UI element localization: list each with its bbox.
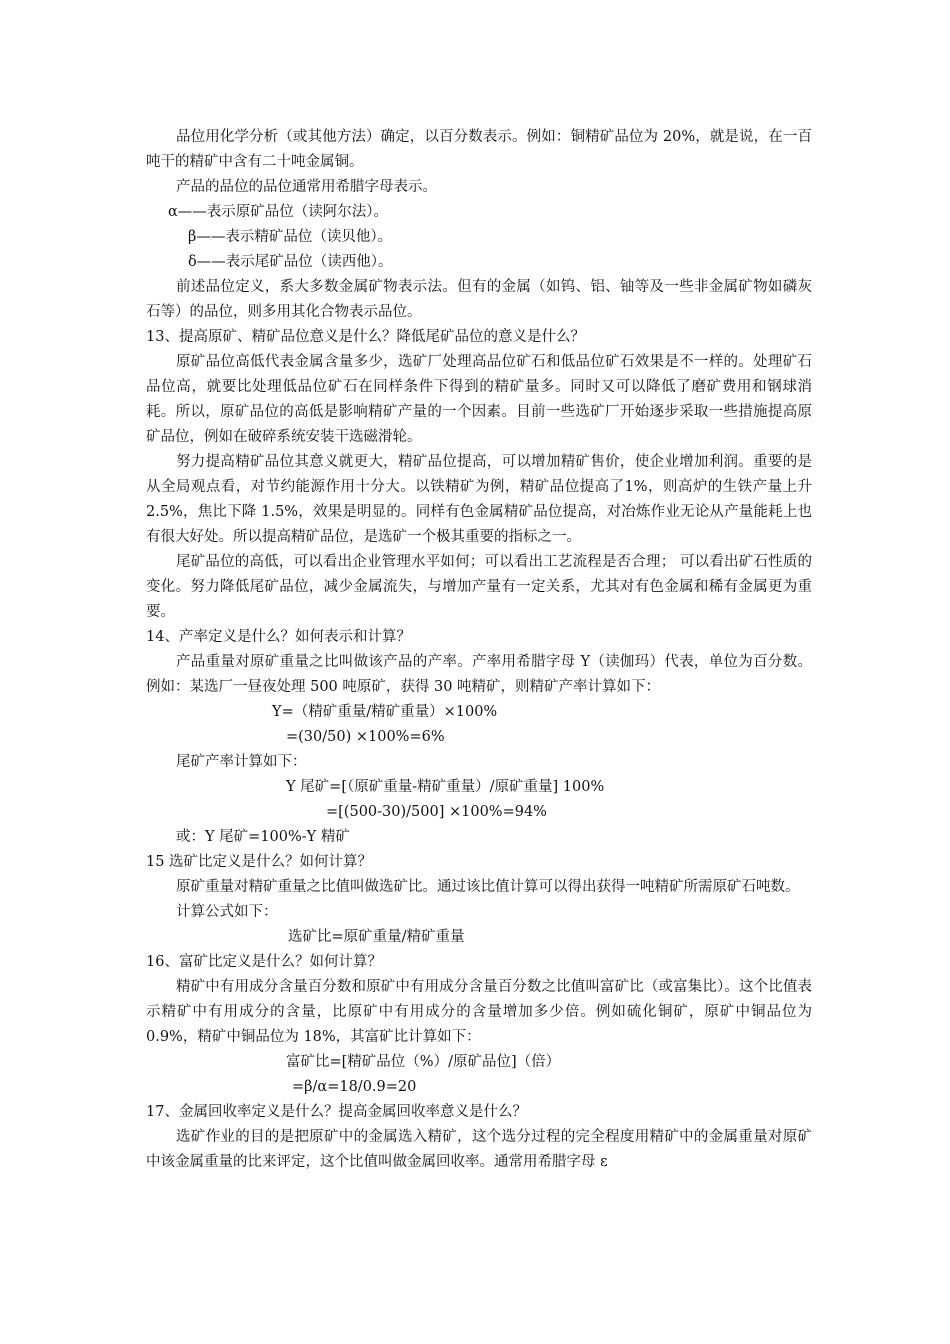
paragraph-enrichment-definition: 精矿中有用成分含量百分数和原矿中有用成分含量百分数之比值叫富矿比（或富集比）。这个比值表示精矿中有用成分的含量，比原矿中有用成分的含量增加多少倍。例如硫化铜矿，原矿中铜品位为 0.9%，精矿中铜品位为 18%，其富矿比计算如下：	[146, 979, 812, 1045]
formula-yield-result: =(30/50) ×100%=6%	[286, 729, 445, 745]
question-17-heading: 17、金属回收率定义是什么？提高金属回收率意义是什么？	[146, 1104, 527, 1120]
formula-enrichment-result: =β/α=18/0.9=20	[292, 1079, 417, 1095]
paragraph-raw-ore-grade: 原矿品位高低代表金属含量多少，选矿厂处理高品位矿石和低品位矿石效果是不一样的。处理矿石品位高，就要比处理低品位矿石在同样条件下得到的精矿量多。同时又可以降低了磨矿费用和钢球消耗。所以，原矿品位的高低是影响精矿产量的一个因素。目前一些选矿厂开始逐步采取一些措施提高原矿品位，例如在破碎系统安装干选磁滑轮。	[146, 354, 812, 445]
question-13-heading: 13、提高原矿、精矿品位意义是什么？降低尾矿品位的意义是什么？	[146, 329, 585, 345]
formula-enrichment-ratio: 富矿比=[精矿品位（%）/原矿品位]（倍）	[286, 1054, 561, 1070]
formula-tailings-yield-result: =[(500-30)/500] ×100%=94%	[326, 804, 547, 820]
paragraph-greek-intro: 产品的品位的品位通常用希腊字母表示。	[176, 179, 437, 195]
paragraph-ratio-definition: 原矿重量对精矿重量之比值叫做选矿比。通过该比值计算可以得出获得一吨精矿所需原矿石吨数。	[176, 879, 800, 895]
alpha-definition: α——表示原矿品位（读阿尔法）。	[168, 204, 389, 220]
paragraph-yield-definition: 产品重量对原矿重量之比叫做该产品的产率。产率用希腊字母 Υ（读伽玛）代表，单位为百分数。例如：某选厂一昼夜处理 500 吨原矿，获得 30 吨精矿，则精矿产率计算如下：	[146, 654, 812, 695]
formula-tailings-yield-alt: 或：Υ 尾矿=100%-Υ 精矿	[176, 829, 350, 845]
formula-tailings-yield: Υ 尾矿=[（原矿重量-精矿重量）/原矿重量] 100%	[286, 779, 605, 795]
paragraph-compound-grade: 前述品位定义，系大多数金属矿物表示法。但有的金属（如钨、铝、铀等及一些非金属矿物如磷灰石等）的品位，则多用其化合物表示品位。	[146, 279, 812, 320]
paragraph-recovery-definition: 选矿作业的目的是把原矿中的金属选入精矿，这个选分过程的完全程度用精矿中的金属重量对原矿中该金属重量的比来评定，这个比值叫做金属回收率。通常用希腊字母 ε	[146, 1129, 812, 1170]
formula-yield: Υ=（精矿重量/精矿重量）×100%	[272, 704, 498, 720]
beta-definition: β——表示精矿品位（读贝他）。	[188, 229, 393, 245]
formula-concentration-ratio: 选矿比=原矿重量/精矿重量	[288, 929, 465, 945]
question-14-heading: 14、产率定义是什么？如何表示和计算？	[146, 629, 411, 645]
question-15-heading: 15 选矿比定义是什么？如何计算？	[146, 854, 373, 870]
paragraph-tailings-grade: 尾矿品位的高低，可以看出企业管理水平如何；可以看出工艺流程是否合理； 可以看出矿石性质的变化。努力降低尾矿品位，减少金属流失，与增加产量有一定关系，尤其对有色金属和稀有金属更为重要。	[146, 554, 812, 620]
delta-definition: δ——表示尾矿品位（读西他）。	[188, 254, 393, 270]
paragraph-formula-intro: 计算公式如下：	[176, 904, 278, 920]
question-16-heading: 16、富矿比定义是什么？如何计算？	[146, 954, 382, 970]
document-body	[146, 125, 812, 1175]
paragraph-grade-definition: 品位用化学分析（或其他方法）确定，以百分数表示。例如：铜精矿品位为 20%，就是说，在一百吨干的精矿中含有二十吨金属铜。	[146, 129, 812, 170]
paragraph-tailings-yield-intro: 尾矿产率计算如下：	[176, 754, 307, 770]
paragraph-concentrate-grade: 努力提高精矿品位其意义就更大，精矿品位提高，可以增加精矿售价，使企业增加利润。重要的是从全局观点看，对节约能源作用十分大。以铁精矿为例，精矿品位提高了1%，则高炉的生铁产量上升 2.5%，焦比下降 1.5%，效果是明显的。同样有色金属精矿品位提高，对冶炼作业无论从产量能耗上也有很大好处。所以提高精矿品位，是选矿一个极其重要的指标之一。	[146, 454, 812, 545]
